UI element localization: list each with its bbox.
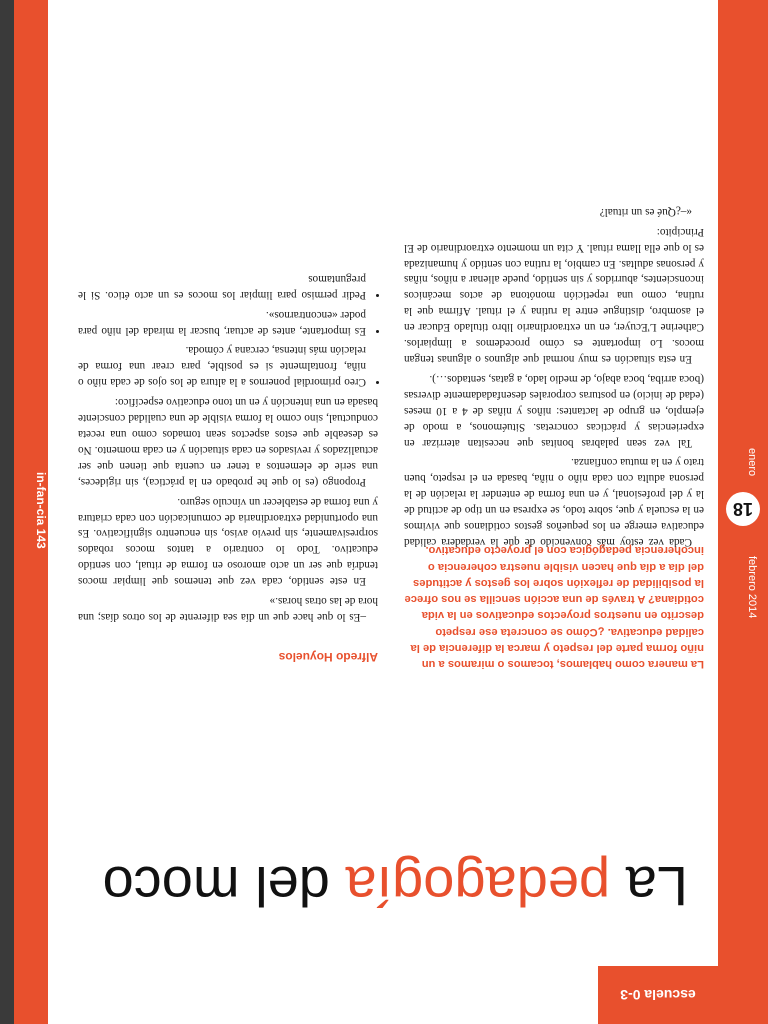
- magazine-tag: in-fan-cia 143: [34, 471, 48, 549]
- paragraph: Propongo (es lo que he probado en la práctica), sin rigideces, una serie de elementos a tener en cuenta que tienen que ser actualizados y revisados en cada situación y en cada momento. No es deseable que estos aspectos sean tomados como una receta conductual, sino como la forma visible de una cualidad consciente basada en una intención y en un tono educativo específico:: [78, 396, 378, 488]
- paragraph: –Es lo que hace que un día sea diferente de los otros días; una hora de las otras horas.»: [78, 595, 378, 623]
- lead-text: La manera como hablamos, tocamos o miramos a un niño forma parte del respeto y marca la diferencia de la calidad educativa. ¿Cómo se concreta ese respeto descrito en nuestros proyectos educativos en la vida cotidiana? A través de una acción sencilla se nos ofrece la posibilidad de reflexión sobre los gestos y actitudes del día a día que hacen visible nuestra coherencia o incoherencia pedagógica con el proyecto educativo.: [404, 544, 704, 670]
- section-tag: escuela 0-3: [598, 966, 718, 1024]
- column-right: [78, 266, 378, 624]
- article-title: [68, 855, 688, 918]
- paragraph: «–¿Qué es un ritual?: [599, 205, 692, 218]
- rotated-content: [48, 0, 718, 1024]
- page-body: [48, 0, 718, 1024]
- date-rest: febrero 2014: [746, 555, 758, 619]
- paragraph: Tal vez sean palabras bonitas que necesitan aterrizar en experiencias y prácticas concretas. Situémonos, a modo de ejemplo, en grupo de lactantes: niños y niñas de 4 a 10 meses (edad de inicio) en posturas corporales desenfadadamente diversas (boca arriba, boca abajo, de medio lado, a gatas, sentados…).: [404, 372, 704, 449]
- paragraph: Cada vez estoy más convencido de que la verdadera calidad educativa emerge en los pequeños gestos cotidianos que vivimos en la escuela y que, sobre todo, se expresa en un tipo de actitud de la y del profesional, y en una forma de entender la relación de la persona adulta con cada niño o niña, basada en el respeto, buen trato y en la mutua confianza.: [404, 456, 704, 548]
- paragraph: En este sentido, cada vez que tenemos que limpiar mocos tendría que ser un acto amoroso en forma de ritual, con sentido educativo. Todo lo contrario a tantos mocos robados sorpresivamente, sin previo aviso, sin encuentro significativo. Es una oportunidad extraordinaria de comunicación con cada criatura y una forma de establecer un vínculo seguro.: [78, 495, 378, 588]
- paragraph: En esta situación es muy normal que algunos o algunas tengan mocos. Lo importante es cómo procedemos a limpiarlos. Catherine L'Ecuyer, en un extraordinario libro titulado Educar en el asombro, distingue entre la rutina y el ritual. Afirma que la rutina, como una repetición monótona de actos mecánicos inconscientes, aburridos y sin sentido, puede alienar a niños, niñas y personas adultas. En cambio, la rutina con sentido y humanizada es lo que ella llama ritual. Y cita un momento extraordinario de El Principito:: [404, 225, 704, 366]
- list-item: • Creo primordial ponernos a la altura de los ojos de cada niño o niña, frontalmente si es posible, para crear una forma de relación más intensa, cercana y cómoda.: [78, 342, 366, 390]
- folio-strip: [718, 0, 768, 1024]
- column-left: [404, 199, 704, 549]
- list-item: • Es importante, antes de actuar, buscar la mirada del niño para poder «encontrarnos».: [78, 306, 366, 338]
- page-number: 18: [726, 492, 760, 526]
- page-gutter-shadow: [0, 0, 14, 1024]
- title-prefix: La: [625, 855, 688, 918]
- date-month: enero: [746, 447, 758, 477]
- lead-block: [404, 542, 704, 672]
- title-accent: pedagogía: [345, 855, 611, 918]
- author-name: Alfredo Hoyuelos: [278, 650, 378, 664]
- title-suffix: del moco: [102, 855, 330, 918]
- list-item: • Pedir permiso para limpiar los mocos es un acto ético. Si le preguntamos: [78, 270, 366, 302]
- bullet-list: [78, 270, 378, 389]
